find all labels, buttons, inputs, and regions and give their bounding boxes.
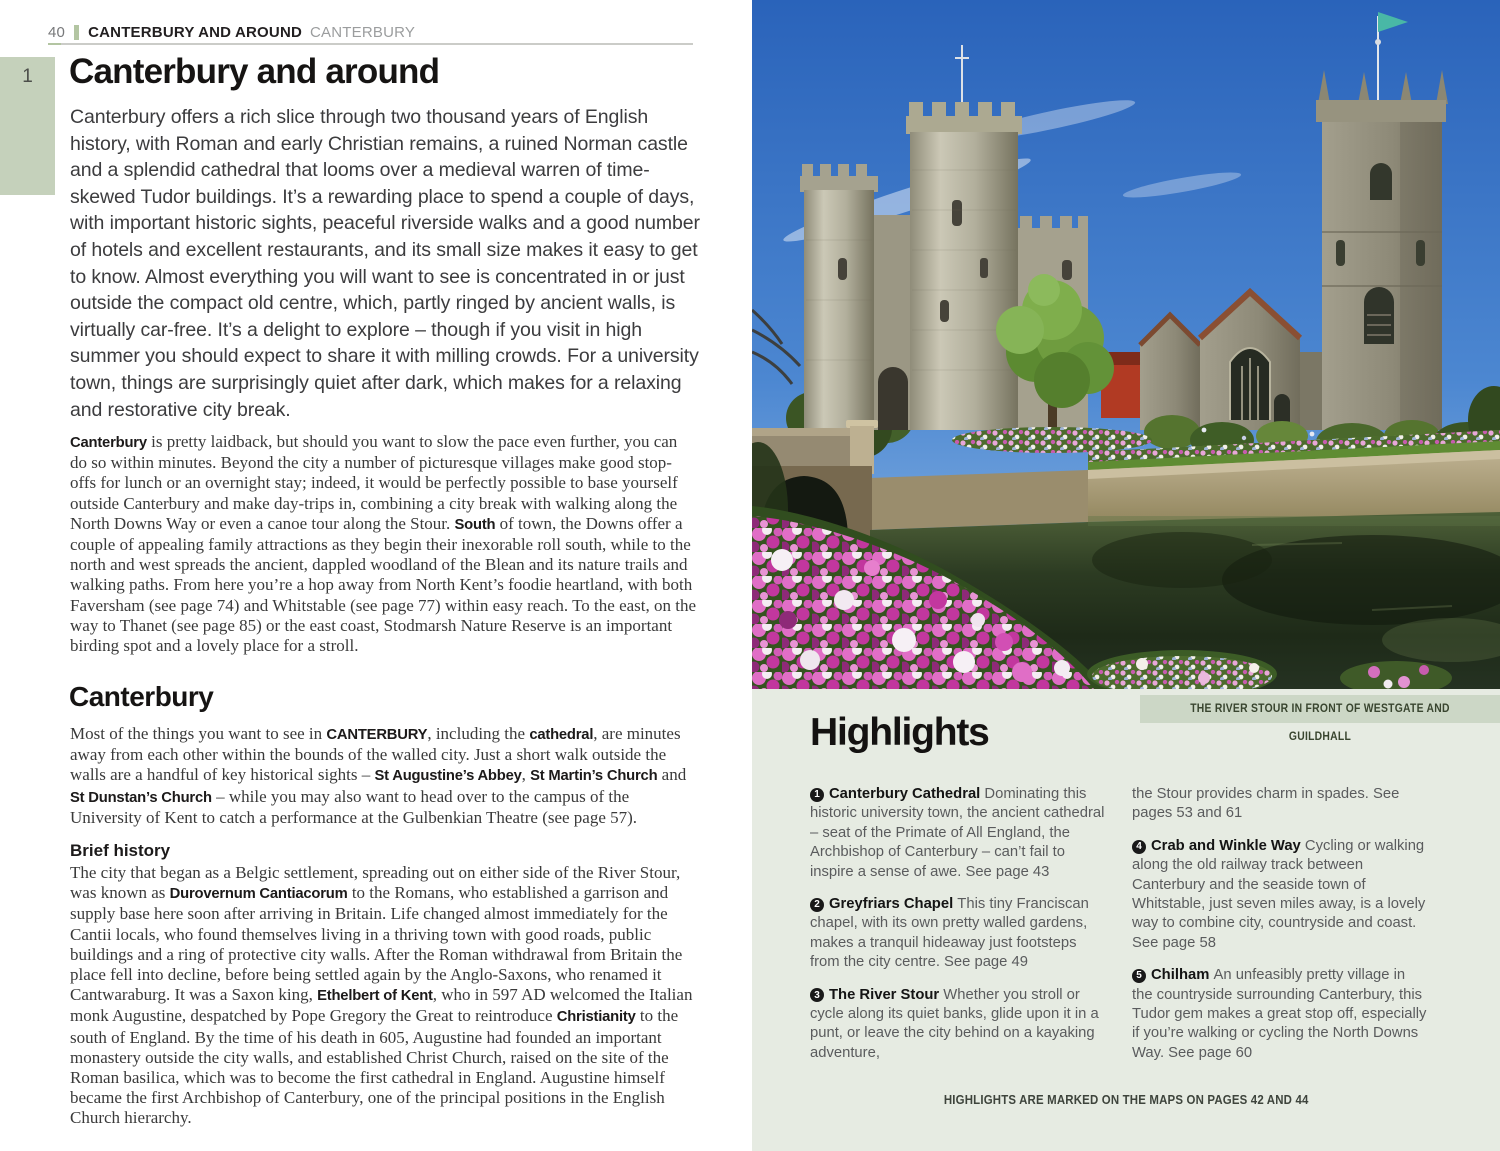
- paragraph-text: ,: [521, 765, 531, 785]
- section-subtitle: CANTERBURY: [310, 24, 416, 41]
- paragraph-text: , including the: [427, 724, 530, 743]
- paragraph-text: , are minutes away from each other within the bounds of the walled city. Just a short walk outside the walls are a handful of key historical sights –: [70, 724, 681, 785]
- bold-keyword: St Martin’s Church: [530, 768, 658, 785]
- highlights-panel: [752, 689, 1500, 1151]
- section-title: CANTERBURY AND AROUND: [88, 24, 303, 41]
- brief-history-heading: Brief history: [70, 841, 171, 860]
- highlights-footer: [752, 1092, 1500, 1107]
- highlight-description: Dominating this historic university town, the ancient cathedral – seat of the Primate of All England, the Archbishop of Canterbury – can’t fail to inspire a sense of awe. See page 43: [810, 786, 1105, 880]
- header-accent-bar: [74, 25, 79, 40]
- highlight-description: Whether you stroll or cycle along its quiet banks, glide upon it in a punt, or leave the city behind on a kayaking adventure,: [810, 986, 1099, 1061]
- header-rule-accent: [48, 43, 61, 45]
- paragraph-text: The city that began as a Belgic settlement, spreading out on either side of the River Stour, was known as: [70, 863, 681, 903]
- highlight-name: Greyfriars Chapel: [829, 896, 958, 913]
- lead-paragraph: [70, 432, 698, 656]
- highlight-item: [810, 785, 1106, 882]
- bold-keyword: St Augustine’s Abbey: [374, 768, 522, 785]
- photo-caption-text: THE RIVER STOUR IN FRONT OF WESTGATE AND GUILDHALL: [1190, 703, 1450, 743]
- chapter-tab: 1: [0, 57, 55, 195]
- highlight-description: the Stour provides charm in spades. See pages 53 and 61: [1132, 786, 1400, 822]
- intro-paragraph: Canterbury offers a rich slice through two thousand years of English history, with Roman and early Christian remains, a ruined Norman castle and a splendid cathedral that looms over a medieval warren of time-skewed Tudor buildings. It’s a rewarding place to spend a couple of days, with important historic sights, peaceful riverside walks and a good number of hotels and excellent restaurants, and its small size makes it easy to get to know. Almost everything you will want to see is concentrated in or just outside the compact old centre, which, partly ringed by ancient walls, is virtually car-free. It’s a delight to explore – though if you visit in high summer you should expect to share it with milling crowds. For a university town, things are surprisingly quiet after dark, which makes for a relaxing and restorative city break.: [70, 106, 700, 421]
- page-title: Canterbury and around: [69, 52, 440, 91]
- paragraph-text: – while you may also want to head over to the campus of the University of Kent to catch a performance at the Gulbenkian Theatre (see page 57).: [70, 786, 638, 827]
- highlights-column-2: [1132, 785, 1428, 1076]
- paragraph-text: to the Romans, who established a garrison and supply base here soon after arriving in Britain. Life changed almost immediately for the Cantii locals, who found themselves living in a thriving town with good roads, public buildings and a ring of protective city walls. After the Roman withdrawal from Britain the place fell into decline, before being settled again by the Anglo-Saxons, who renamed it Cantwaraburg. It was a Saxon king,: [70, 883, 683, 1005]
- highlight-number-badge: 4: [1132, 840, 1146, 854]
- highlight-item: [1132, 785, 1428, 824]
- history-paragraph: [70, 863, 698, 1129]
- highlight-number-badge: 1: [810, 788, 824, 802]
- bold-keyword: Christianity: [556, 1009, 636, 1026]
- paragraph-text: and: [657, 765, 687, 785]
- header-rule: [48, 43, 693, 45]
- running-head: [48, 24, 415, 41]
- highlight-number-badge: 5: [1132, 969, 1146, 983]
- bold-keyword: St Dunstan’s Church: [70, 789, 212, 806]
- city-heading: Canterbury: [69, 681, 214, 712]
- highlight-description: Cycling or walking along the old railway track between Canterbury and the seaside town of Whitstable, just seven miles away, is a lovely way to combine city, countryside and coast. See page 58: [1132, 837, 1426, 951]
- paragraph-text: to the south of England. By the time of his death in 605, Augustine had founded an important monastery outside the city walls, and established Christ Church, raised on the site of the Roman basilica, which was to become the first cathedral in England. Augustine himself became the first Archbishop of Canterbury, one of the principal positions in the English Church hierarchy.: [70, 1006, 679, 1128]
- highlight-description: This tiny Franciscan chapel, with its own pretty walled gardens, makes a tranquil hideaway just footsteps from the city centre. See page 49: [810, 896, 1089, 971]
- highlights-footer-text: HIGHLIGHTS ARE MARKED ON THE MAPS ON PAGES 42 AND 44: [943, 1092, 1309, 1107]
- highlight-number-badge: 3: [810, 988, 824, 1002]
- page-number: 40: [48, 24, 66, 41]
- highlights-title: Highlights: [810, 711, 989, 754]
- paragraph-text: Most of the things you want to see in: [70, 724, 327, 743]
- highlights-columns: [810, 785, 1428, 1076]
- highlight-name: Chilham: [1151, 967, 1214, 984]
- photo-caption: [1140, 695, 1500, 743]
- photo-illustration: [752, 0, 1500, 689]
- paragraph-text: of town, the Downs offer a couple of appealing family attractions as they begin their inexorable roll south, while to the north and west spreads the ancient, dappled woodland of the Blean and its nature trails and walking paths. From here you’re a hop away from North Kent’s foodie heartland, with both Faversham (see page 74) and Whitstable (see page 77) within easy reach. To the east, on the way to Thanet (see page 85) or the east coast, Stodmarsh Nature Reserve is an important birding spot and a lovely place for a stroll.: [70, 513, 697, 656]
- bold-keyword: Canterbury: [70, 435, 147, 451]
- bold-keyword: Durovernum Cantiacorum: [169, 886, 348, 903]
- bold-keyword: South: [454, 516, 496, 533]
- highlight-number-badge: 2: [810, 898, 824, 912]
- highlight-item: [1132, 837, 1428, 953]
- highlight-name: The River Stour: [829, 986, 944, 1003]
- highlight-item: [810, 986, 1106, 1064]
- bold-keyword: Ethelbert of Kent: [317, 988, 433, 1005]
- highlight-name: Canterbury Cathedral: [829, 786, 985, 802]
- paragraph-text: , who in 597 AD welcomed the Italian monk Augustine, despatched by Pope Gregory the Great to reintroduce: [70, 985, 693, 1026]
- highlight-item: [810, 895, 1106, 973]
- bold-keyword: cathedral: [529, 727, 594, 743]
- highlight-name: Crab and Winkle Way: [1151, 837, 1305, 854]
- bold-keyword: CANTERBURY: [326, 727, 428, 743]
- highlights-column-1: [810, 785, 1106, 1076]
- city-paragraph: [70, 724, 698, 828]
- highlight-description: An unfeasibly pretty village in the countryside surrounding Canterbury, this Tudor gem makes a great stop off, especially if you’re walking or cycling the North Downs Way. See page 60: [1132, 967, 1427, 1061]
- canterbury-westgate-photo: [752, 0, 1500, 689]
- highlight-item: [1132, 966, 1428, 1063]
- paragraph-text: is pretty laidback, but should you want to slow the pace even further, you can do so within minutes. Beyond the city a number of picturesque villages make good stop-offs for lunch or an overnight stay; indeed, it would be perfectly possible to base yourself outside Canterbury and make day-trips in, combining a city break with walking along the North Downs Way or even a canoe tour along the Stour.: [70, 432, 678, 533]
